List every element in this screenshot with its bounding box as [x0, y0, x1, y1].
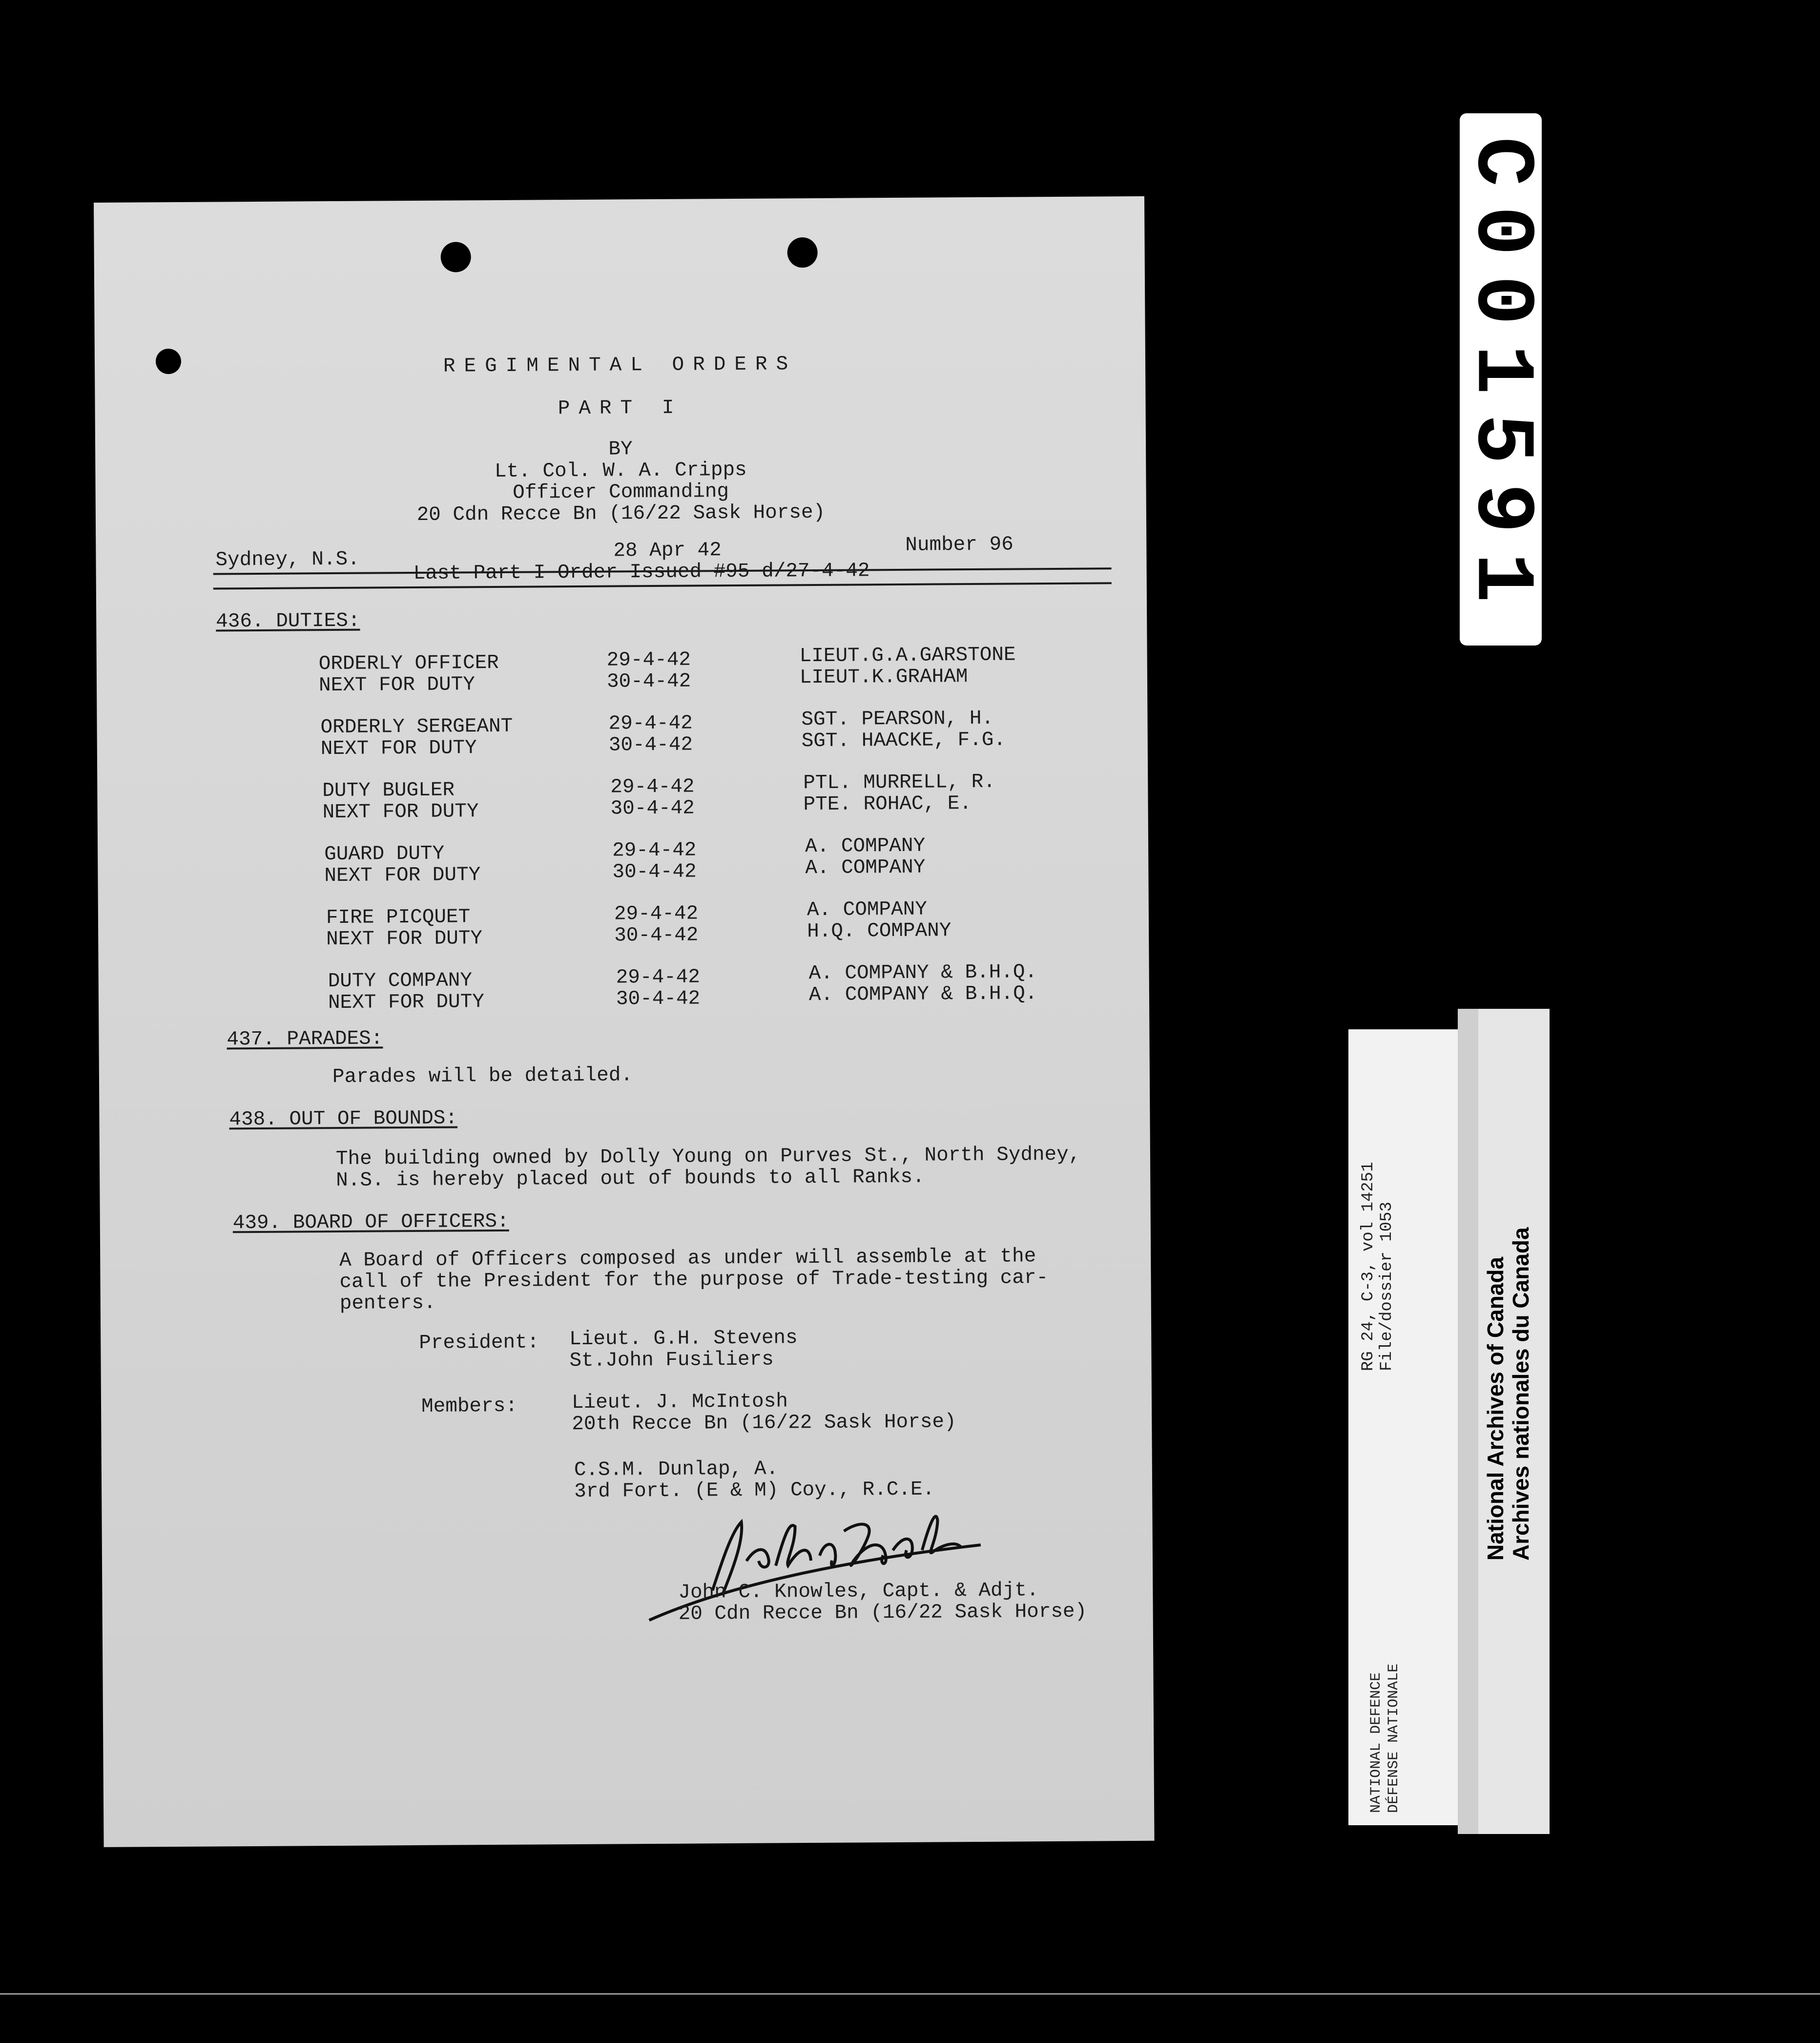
president-name: Lieut. G.H. Stevens [569, 1327, 798, 1351]
section-438-text: The building owned by Dolly Young on Purves St., North Sydney, [335, 1143, 1081, 1171]
section-437-text: Parades will be detailed. [332, 1064, 633, 1089]
duty-assigned: A. COMPANY [805, 834, 926, 858]
document-page [94, 196, 1155, 1847]
signatory-name: John C. Knowles, Capt. & Adjt. [678, 1579, 1039, 1604]
section-439-text: penters. [339, 1292, 436, 1315]
duty-assigned: A. COMPANY [805, 856, 926, 880]
document-heading: REGIMENTAL ORDERS [443, 353, 797, 378]
duty-name: NEXT FOR DUTY [320, 737, 477, 761]
film-edge-line [0, 1993, 1820, 1995]
reference-file: File/dossier 1053 [1378, 1202, 1396, 1371]
archive-label-white [1348, 1029, 1458, 1825]
section-439-text: call of the President for the purpose of Trade-testing car- [339, 1267, 1049, 1293]
duty-assigned: A. COMPANY & B.H.Q. [808, 982, 1037, 1007]
order-number: Number 96 [905, 533, 1013, 557]
punch-hole [441, 242, 471, 272]
duty-date: 29-4-42 [608, 712, 693, 735]
duty-date: 29-4-42 [614, 902, 699, 926]
duty-name: NEXT FOR DUTY [324, 864, 481, 888]
section-438-text: N.S. is hereby placed out of bounds to all Ranks. [336, 1166, 925, 1192]
section-436-title: 436. DUTIES: [216, 609, 360, 633]
duty-assigned: A. COMPANY [807, 898, 928, 922]
frame-number: C001591 [1453, 136, 1548, 623]
duty-date: 29-4-42 [610, 775, 695, 799]
member-name: C.S.M. Dunlap, A. [574, 1458, 779, 1482]
section-439-title: 439. BOARD OF OFFICERS: [232, 1210, 509, 1235]
department-fr: DÉFENSE NATIONALE [1386, 1663, 1402, 1813]
duty-name: DUTY COMPANY [328, 969, 473, 993]
president-label: President: [419, 1331, 539, 1355]
duty-assigned: SGT. HAACKE, F.G. [801, 729, 1006, 753]
member-unit: 20th Recce Bn (16/22 Sask Horse) [572, 1411, 956, 1436]
duty-assigned: LIEUT.K.GRAHAM [799, 666, 968, 689]
archive-label-light [1478, 1009, 1550, 1834]
part-heading: PART I [558, 396, 683, 420]
duty-date: 29-4-42 [616, 966, 701, 989]
duty-assigned: A. COMPANY & B.H.Q. [808, 961, 1037, 985]
archives-name-fr: Archives nationales du Canada [1508, 1227, 1533, 1561]
section-437-title: 437. PARADES: [227, 1027, 383, 1051]
duty-assigned: H.Q. COMPANY [807, 919, 951, 943]
duty-name: FIRE PICQUET [326, 906, 471, 930]
place: Sydney, N.S. [215, 548, 360, 572]
duty-date: 29-4-42 [606, 648, 691, 672]
reference-volume: RG 24, C-3, vol 14251 [1359, 1162, 1378, 1371]
duty-date: 30-4-42 [606, 670, 691, 693]
duty-assigned: LIEUT.G.A.GARSTONE [799, 644, 1016, 668]
duty-name: GUARD DUTY [324, 842, 445, 866]
duty-date: 30-4-42 [608, 733, 693, 757]
section-439-text: A Board of Officers composed as under will assemble at the [339, 1245, 1036, 1272]
duty-name: NEXT FOR DUTY [318, 673, 476, 697]
duty-name: DUTY BUGLER [322, 779, 455, 803]
duty-date: 30-4-42 [610, 797, 695, 820]
unit-name: 20 Cdn Recce Bn (16/22 Sask Horse) [416, 501, 826, 526]
duty-assigned: PTE. ROHAC, E. [803, 792, 972, 816]
duty-name: ORDERLY SERGEANT [320, 715, 513, 739]
department-en: NATIONAL DEFENCE [1368, 1672, 1385, 1813]
duty-name: NEXT FOR DUTY [326, 927, 483, 951]
by-line: BY [608, 438, 633, 461]
members-label: Members: [421, 1395, 518, 1418]
member-name: Lieut. J. McIntosh [571, 1390, 788, 1415]
punch-hole [787, 237, 817, 268]
duty-name: NEXT FOR DUTY [322, 800, 479, 824]
duty-name: ORDERLY OFFICER [318, 651, 499, 676]
duty-date: 29-4-42 [612, 839, 697, 862]
frame-number-stamp [1453, 113, 1548, 646]
archives-name-en: National Archives of Canada [1483, 1256, 1508, 1561]
commander-name: Lt. Col. W. A. Cripps [494, 459, 747, 483]
duty-assigned: PTL. MURRELL, R. [803, 771, 996, 795]
signatory-unit: 20 Cdn Recce Bn (16/22 Sask Horse) [678, 1600, 1087, 1626]
duty-date: 30-4-42 [614, 924, 699, 947]
president-unit: St.John Fusiliers [569, 1348, 774, 1373]
section-438-title: 438. OUT OF BOUNDS: [229, 1107, 458, 1131]
member-unit: 3rd Fort. (E & M) Coy., R.C.E. [574, 1478, 935, 1503]
duty-assigned: SGT. PEARSON, H. [801, 707, 994, 731]
commander-role: Officer Commanding [513, 480, 729, 504]
duty-date: 30-4-42 [612, 860, 697, 884]
order-date: 28 Apr 42 [613, 539, 722, 563]
last-order-line: Last Part I Order Issued #95 d/27-4-42 [413, 560, 870, 585]
duty-date: 30-4-42 [616, 987, 701, 1011]
duty-name: NEXT FOR DUTY [328, 991, 485, 1015]
